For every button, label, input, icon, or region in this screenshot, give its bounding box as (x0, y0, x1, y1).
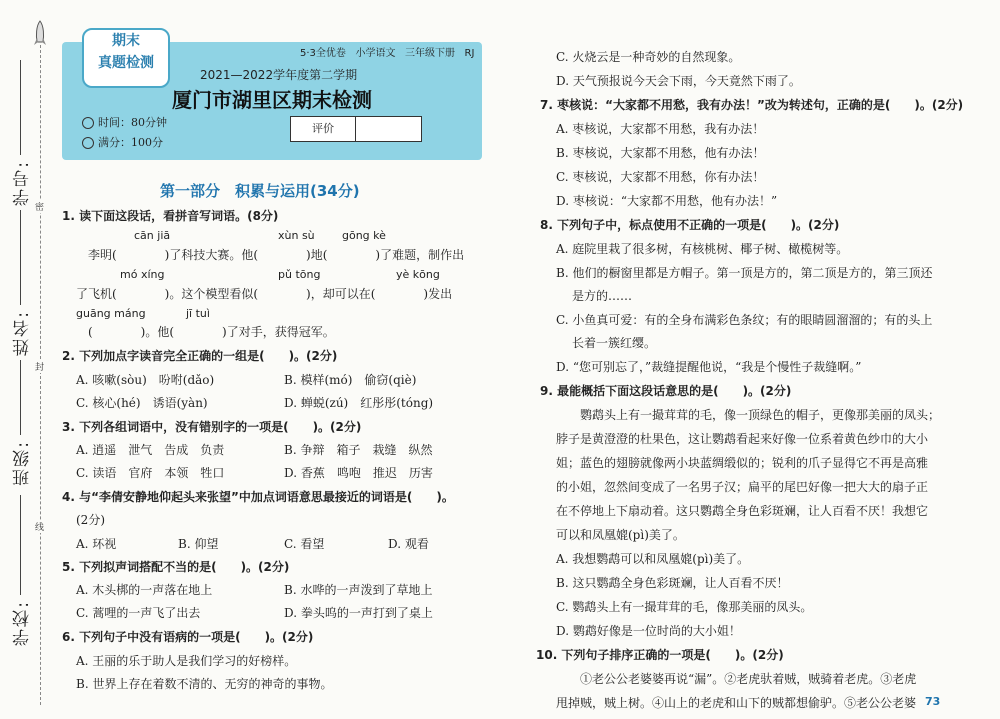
q10-stem-text: 10. 下列句子排序正确的一项是( )。(2分) (536, 648, 784, 662)
q6-option-d[interactable]: D. 天气预报说今天会下雨，今天竟然下雨了。 (556, 74, 801, 88)
q9-option-c[interactable]: C. 鹦鹉头上有一撮茸茸的毛，像那美丽的凤头。 (556, 600, 813, 614)
time-info (82, 114, 167, 130)
q6-option-a[interactable]: A. 王丽的乐于助人是我们学习的好榜样。 (76, 654, 297, 668)
page-number: 73 (925, 695, 941, 708)
q1-line-3: ( )。他( )了对手，获得冠军。 (88, 325, 335, 339)
q7-stem-text: 7. 枣核说：“大家都不用愁，我有办法！”改为转述句，正确的是( )。(2分) (540, 98, 964, 112)
series-label: 5·3全优卷 (300, 48, 346, 59)
q9-passage-1: 鹦鹉头上有一撮茸茸的毛，像一顶绿色的帽子，更像那美丽的凤头； (580, 408, 941, 422)
name-line[interactable] (20, 210, 21, 305)
q5-option-d[interactable]: D. 拳头呜的一声打到了桌上 (284, 606, 433, 620)
q10-stem (536, 646, 784, 663)
q8-option-d[interactable]: D. “您可别忘了，”裁缝提醒他说，“我是个慢性子裁缝啊。” (556, 360, 862, 374)
clock-icon (82, 117, 94, 129)
q6-stem-text: 6. 下列句子中没有语病的一项是( )。(2分) (62, 630, 314, 644)
time-text: 时间：80分钟 (98, 116, 167, 129)
evaluation-field[interactable] (356, 117, 421, 141)
q5-option-b[interactable]: B. 水哗的一声泼到了草地上 (284, 583, 433, 597)
q1-pinyin-7: guāng máng (76, 307, 146, 320)
q3-option-d[interactable]: D. 香蕉 鸣咆 推迟 历害 (284, 466, 433, 480)
q8-option-a[interactable]: A. 庭院里栽了很多树，有核桃树、椰子树、橄榄树等。 (556, 242, 849, 256)
q4-score: (2分) (76, 513, 105, 527)
seal-mark-mi: 密 (35, 200, 44, 213)
q5-stem-text: 5. 下列拟声词搭配不当的是( )。(2分) (62, 560, 290, 574)
q3-stem (62, 418, 361, 435)
q9-passage-4: 的小姐，忽然间变成了一名男子汉；扁平的尾巴好像一把大大的扇子正 (556, 480, 929, 494)
rocket-icon (32, 20, 48, 48)
q1-pinyin-8: jī tuì (186, 307, 210, 320)
q2-option-a[interactable]: A. 咳嗽(sòu) 吩咐(dǎo) (76, 373, 215, 387)
book-info (300, 44, 474, 59)
q7-option-a[interactable]: A. 枣核说，大家都不用愁，我有办法！ (556, 122, 765, 136)
q9-option-b[interactable]: B. 这只鹦鹉全身色彩斑斓，让人百看不厌！ (556, 576, 789, 590)
q2-stem (62, 347, 337, 364)
q9-passage-2: 脖子是黄澄澄的杜果色，这让鹦鹉看起来好像一位系着黄色纱巾的大小 (556, 432, 929, 446)
school-year: 2021—2022学年度第二学期 (200, 68, 358, 82)
q1-pinyin-5: pǔ tōng (278, 268, 321, 281)
exam-title: 厦门市湖里区期末检测 (172, 88, 372, 112)
subject-label: 小学语文 (355, 48, 396, 59)
q5-stem (62, 558, 289, 575)
q9-stem (540, 382, 791, 399)
q6-stem (62, 628, 313, 645)
q8-stem-text: 8. 下列句子中，标点使用不正确的一项是( )。(2分) (540, 218, 840, 232)
q7-option-b[interactable]: B. 枣核说，大家都不用愁，他有办法！ (556, 146, 765, 160)
q2-option-d[interactable]: D. 蝉蜕(zú) 红彤彤(tóng) (284, 396, 434, 410)
class-line[interactable] (20, 360, 21, 435)
q8-option-c-cont: 长着一簇红缨。 (572, 336, 657, 350)
q9-option-a[interactable]: A. 我想鹦鹉可以和凤凰媲(pì)美了。 (556, 552, 750, 566)
q6-option-c[interactable]: C. 火烧云是一种奇妙的自然现象。 (556, 50, 741, 64)
q3-option-b[interactable]: B. 争辩 箱子 栽缝 纵然 (284, 443, 433, 457)
q1-pinyin-3: gōng kè (342, 229, 386, 242)
student-id-label: 学号: (13, 160, 33, 206)
q7-option-d[interactable]: D. 枣核说：“大家都不用愁，他有办法！” (556, 194, 778, 208)
binding-margin (0, 0, 60, 719)
evaluation-box (290, 116, 422, 142)
q2-stem-text: 2. 下列加点字读音完全正确的一组是( )。(2分) (62, 349, 338, 363)
grade-label: 三年级下册 (405, 48, 455, 59)
score-info (82, 134, 163, 150)
q9-stem-text: 9. 最能概括下面这段话意思的是( )。(2分) (540, 384, 792, 398)
seal-mark-feng: 封 (35, 360, 44, 373)
final-exam-badge (82, 28, 170, 88)
q9-passage-5: 在不停地上下扇动着。这只鹦鹉全身色彩斑斓，让人百看不厌！我想它 (556, 504, 929, 518)
q8-option-b[interactable]: B. 他们的橱窗里都是方帽子。第一顶是方的，第二顶是方的，第三顶还 (556, 266, 933, 280)
q7-option-c[interactable]: C. 枣核说，大家都不用愁，你有办法！ (556, 170, 765, 184)
score-text: 满分：100分 (98, 136, 163, 149)
q3-stem-text: 3. 下列各组词语中，没有错别字的一项是( )。(2分) (62, 420, 362, 434)
q2-option-c[interactable]: C. 核心(hé) 诱语(yàn) (76, 396, 208, 410)
q1-stem-text: 1. 读下面这段话，看拼音写词语。(8分) (62, 209, 279, 223)
q9-passage-6: 可以和凤凰媲(pì)美了。 (556, 528, 685, 542)
check-icon (82, 137, 94, 149)
q4-option-c[interactable]: C. 看望 (284, 537, 325, 551)
section-title: 第一部分 积累与运用(34分) (160, 182, 360, 200)
q9-passage-3: 姐；蓝色的翅膀就像两小块蓝绸缎似的；锐利的爪子显得它不再是高雅 (556, 456, 929, 470)
q1-stem (62, 207, 278, 224)
school-line[interactable] (20, 495, 21, 595)
q1-pinyin-2: xùn sù (278, 229, 315, 242)
school-label: 学校: (13, 600, 33, 646)
class-label: 班级: (13, 440, 33, 486)
name-label: 姓名: (13, 310, 33, 356)
q1-line-1: 李明( )了科技大赛。他( )地( )了难题，制作出 (88, 248, 465, 262)
q8-option-b-cont: 是方的…… (572, 289, 633, 303)
cut-line (40, 45, 41, 705)
q5-option-c[interactable]: C. 蒿哩的一声飞了出去 (76, 606, 201, 620)
q4-stem-text: 4. 与“李倩安静地仰起头来张望”中加点词语意思最接近的词语是( )。 (62, 490, 454, 504)
q7-stem (540, 96, 963, 113)
seal-mark-xian: 线 (35, 520, 44, 533)
badge-line1: 期末 (112, 33, 140, 49)
q4-option-a[interactable]: A. 环视 (76, 537, 117, 551)
q4-option-b[interactable]: B. 仰望 (178, 537, 219, 551)
q1-pinyin-4: mó xíng (120, 268, 165, 281)
q2-option-b[interactable]: B. 模样(mó) 偷窃(qiè) (284, 373, 417, 387)
q8-option-c[interactable]: C. 小鱼真可爱：有的全身布满彩色条纹；有的眼睛圆溜溜的；有的头上 (556, 313, 933, 327)
q3-option-a[interactable]: A. 逍遥 泄气 告成 负责 (76, 443, 225, 457)
q10-passage-1: ①老公公老婆婆再说“漏”。②老虎驮着贼，贼骑着老虎。③老虎 (580, 672, 917, 686)
q10-passage-2: 甩掉贼，贼上树。④山上的老虎和山下的贼都想偷驴。⑤老公公老婆 (556, 696, 917, 710)
q4-option-d[interactable]: D. 观看 (388, 537, 429, 551)
q1-line-2: 了飞机( )。这个模型看似( )，却可以在( )发出 (76, 287, 453, 301)
edition-label: RJ (464, 48, 475, 59)
q6-option-b[interactable]: B. 世界上存在着数不清的、无穷的神奇的事物。 (76, 677, 333, 691)
q1-pinyin-6: yè kōng (396, 268, 440, 281)
student-id-line[interactable] (20, 60, 21, 155)
badge-line2: 真题检测 (98, 55, 154, 71)
q3-option-c[interactable]: C. 读语 官府 本领 牲口 (76, 466, 225, 480)
q4-stem (62, 488, 454, 505)
q5-option-a[interactable]: A. 木头梆的一声落在地上 (76, 583, 213, 597)
q8-stem (540, 216, 839, 233)
evaluation-label: 评价 (291, 117, 356, 141)
q1-pinyin-1: cān jiā (134, 229, 171, 242)
q9-option-d[interactable]: D. 鹦鹉好像是一位时尚的大小姐！ (556, 624, 741, 638)
